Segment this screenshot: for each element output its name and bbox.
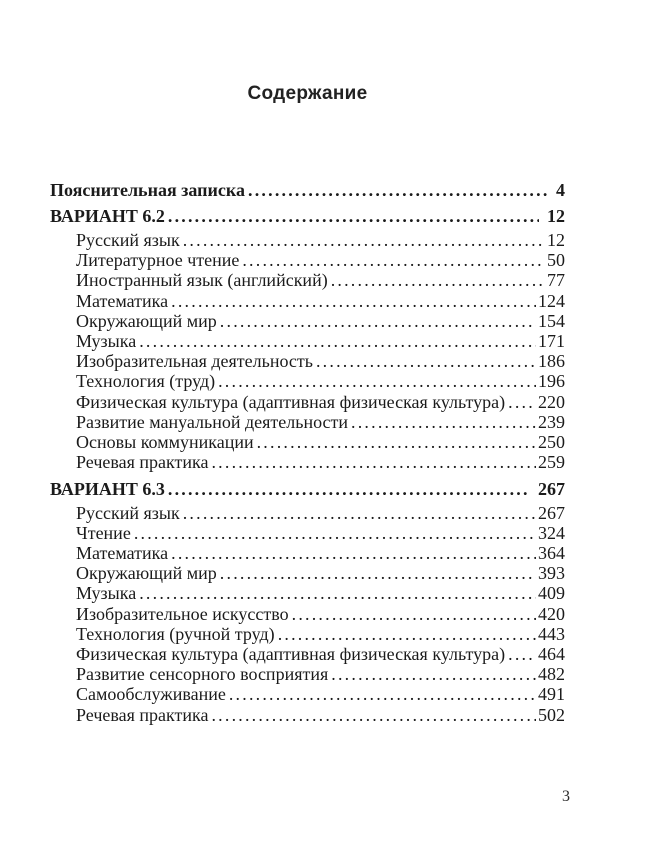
dot-leader (248, 180, 548, 200)
toc-entry-page-number: 50 (547, 250, 565, 271)
toc-entry (50, 452, 565, 472)
dot-leader (331, 270, 545, 290)
toc-entry-page-number: 409 (538, 583, 565, 604)
toc-entry-page-number: 491 (538, 684, 565, 705)
toc-entry-page-number: 154 (538, 310, 565, 331)
toc-entry-label: Чтение (76, 522, 131, 543)
toc-entry (50, 371, 565, 391)
toc-entry-label: Русский язык (76, 229, 180, 250)
toc-entry (50, 311, 565, 331)
dot-leader (183, 503, 536, 523)
toc-entry-page-number: 267 (538, 478, 565, 499)
toc-entry (50, 664, 565, 684)
page-title: Содержание (247, 83, 368, 104)
toc-entry-label: Математика (76, 290, 169, 311)
dot-leader (211, 452, 536, 472)
dot-leader (257, 432, 536, 452)
toc-entry (50, 523, 565, 543)
toc-entry-page-number: 77 (547, 270, 565, 291)
toc-entry (50, 412, 565, 432)
toc-entry-label: Литературное чтение (76, 250, 240, 271)
toc-section-entry (50, 206, 565, 226)
toc-entry (50, 432, 565, 452)
dot-leader (508, 392, 536, 412)
toc-entry (50, 230, 565, 250)
toc-entry (50, 624, 565, 644)
toc-entry-page-number: 196 (538, 371, 565, 392)
dot-leader (229, 684, 536, 704)
toc-entry-label: Речевая практика (76, 452, 209, 473)
dot-leader (183, 230, 545, 250)
toc-entry-page-number: 186 (538, 351, 565, 372)
toc-entry-label: Музыка (76, 330, 137, 351)
dot-leader (278, 624, 536, 644)
toc-entry (50, 331, 565, 351)
toc-entry (50, 705, 565, 725)
toc-entry (50, 644, 565, 664)
page-number: 3 (562, 788, 570, 805)
toc-entry-label: ВАРИАНТ 6.3 (50, 478, 165, 499)
toc-entry-label: Изобразительное искусство (76, 603, 289, 624)
dot-leader (220, 311, 536, 331)
dot-leader (242, 250, 545, 270)
toc-entry-page-number: 502 (538, 704, 565, 725)
toc-entry-page-number: 4 (556, 179, 565, 200)
dot-leader (168, 206, 539, 226)
dot-leader (218, 371, 536, 391)
toc-entry-page-number: 250 (538, 431, 565, 452)
toc-entry-label: Самообслуживание (76, 684, 226, 705)
toc-entry-page-number: 171 (538, 330, 565, 351)
toc-entry-page-number: 12 (547, 206, 565, 227)
toc-section-entry (50, 180, 565, 200)
dot-leader (351, 412, 536, 432)
dot-leader (168, 479, 530, 499)
toc-entry-label: Русский язык (76, 502, 180, 523)
toc-entry-page-number: 239 (538, 411, 565, 432)
toc-entry (50, 291, 565, 311)
toc-section-entry (50, 479, 565, 499)
toc-entry-label: Развитие мануальной деятельности (76, 411, 349, 432)
dot-leader (220, 563, 536, 583)
toc-entry (50, 270, 565, 290)
dot-leader (508, 644, 536, 664)
dot-leader (211, 705, 536, 725)
toc-entry-label: Окружающий мир (76, 310, 217, 331)
table-of-contents (50, 173, 565, 725)
toc-entry-page-number: 324 (538, 522, 565, 543)
toc-entry-page-number: 482 (538, 664, 565, 685)
toc-entry-label: Технология (труд) (76, 371, 216, 392)
dot-leader (134, 523, 536, 543)
toc-entry (50, 543, 565, 563)
toc-entry-label: Физическая культура (адаптивная физическая культура) (76, 391, 506, 412)
toc-entry-label: Пояснительная записка (50, 179, 246, 200)
toc-entry (50, 684, 565, 704)
toc-entry (50, 604, 565, 624)
dot-leader (139, 331, 536, 351)
toc-entry-label: Технология (ручной труд) (76, 623, 275, 644)
toc-entry-page-number: 124 (538, 290, 565, 311)
toc-entry (50, 563, 565, 583)
toc-entry-label: Развитие сенсорного восприятия (76, 664, 329, 685)
toc-entry-page-number: 267 (538, 502, 565, 523)
dot-leader (331, 664, 536, 684)
toc-entry-label: Иностранный язык (английский) (76, 270, 328, 291)
toc-entry-label: Музыка (76, 583, 137, 604)
dot-leader (171, 543, 536, 563)
dot-leader (292, 604, 536, 624)
dot-leader (316, 351, 536, 371)
toc-entry (50, 503, 565, 523)
toc-entry (50, 351, 565, 371)
toc-entry-page-number: 393 (538, 563, 565, 584)
dot-leader (171, 291, 536, 311)
toc-entry-page-number: 220 (538, 391, 565, 412)
toc-entry-page-number: 420 (538, 603, 565, 624)
toc-entry-label: Речевая практика (76, 704, 209, 725)
toc-entry-page-number: 12 (547, 229, 565, 250)
toc-entry-label: Окружающий мир (76, 563, 217, 584)
toc-entry-page-number: 259 (538, 452, 565, 473)
toc-entry-page-number: 443 (538, 623, 565, 644)
toc-entry-label: ВАРИАНТ 6.2 (50, 206, 165, 227)
toc-entry-label: Физическая культура (адаптивная физическая культура) (76, 643, 506, 664)
toc-entry-page-number: 364 (538, 542, 565, 563)
dot-leader (139, 583, 536, 603)
toc-entry-label: Основы коммуникации (76, 431, 254, 452)
toc-entry (50, 250, 565, 270)
toc-entry-label: Математика (76, 542, 169, 563)
toc-entry (50, 583, 565, 603)
toc-entry-page-number: 464 (538, 643, 565, 664)
toc-entry (50, 392, 565, 412)
toc-entry-label: Изобразительная деятельность (76, 351, 313, 372)
